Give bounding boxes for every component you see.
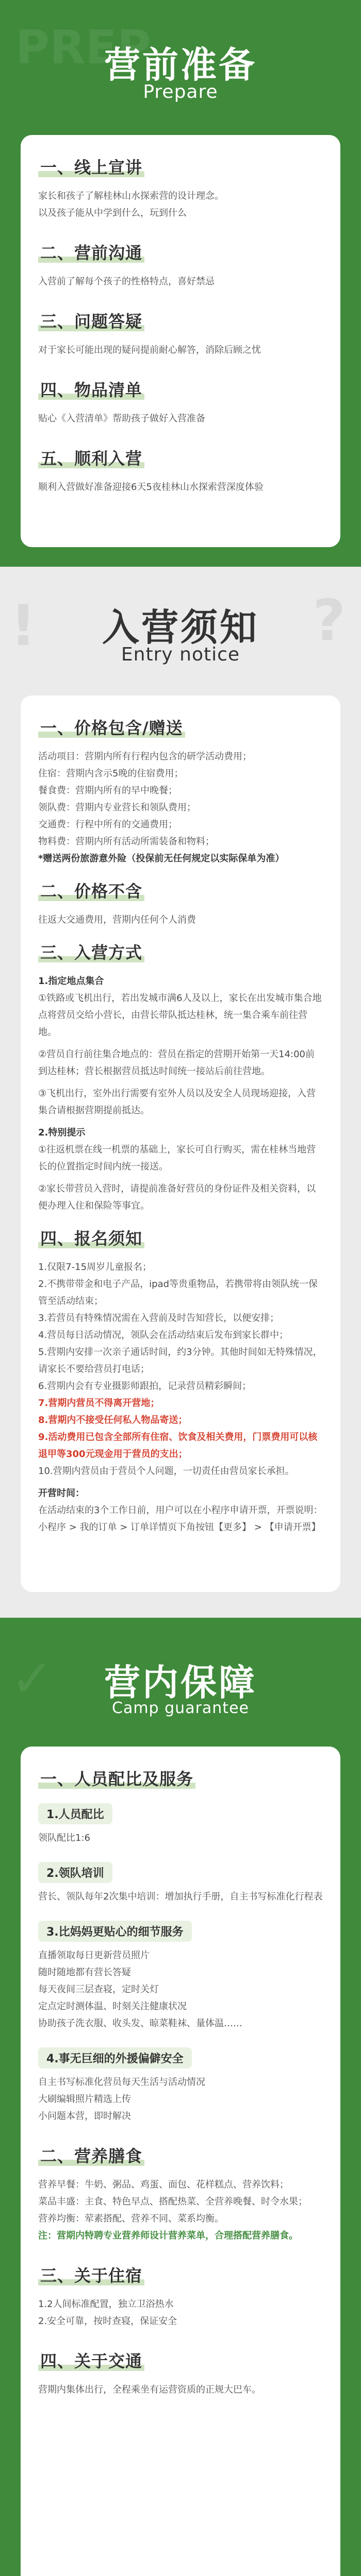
prepare-heading-2: 二、营前沟通	[38, 240, 144, 264]
notice-rule: 2.不携带带金和电子产品，ipad等贵重物品，若携带将由领队统一保管至活动结束；	[38, 1279, 318, 1307]
notice-rule: 10.营期内营员由于营员个人问题，一切责任由营员家长承担。	[38, 1466, 294, 1477]
notice-card	[21, 696, 340, 1592]
guarantee-pill-training: 2.领队培训	[38, 1862, 112, 1883]
notice-line: 领队费：营期内专业营长和领队费用；	[38, 802, 196, 813]
prepare-item-1	[38, 155, 323, 222]
prepare-line: 入营前了解每个孩子的性格特点，喜好禁忌	[38, 276, 215, 287]
prepare-heading-4: 四、物品清单	[38, 377, 144, 401]
prepare-item-4	[38, 377, 323, 427]
guarantee-line: 定点定时测体温、时刻关注健康状况	[38, 2001, 187, 2012]
notice-line-note: *赠送两份旅游意外险（投保前无任何规定以实际保单为准）	[38, 853, 285, 864]
notice-paragraph: ②家长带营员入营时，请提前准备好营员的身份证件及相关资料，以便办理入住和保险等事宜。	[38, 1183, 316, 1211]
notice-line: 住宿：营期内含示5晚的住宿费用；	[38, 768, 184, 779]
notice-paragraph: ①往返机票在线一机票的基础上，家长可自行购买，需在桂林当地营长的位置指定时间内统一接送。	[38, 1144, 316, 1172]
guarantee-heading-3: 三、关于住宿	[38, 2263, 144, 2286]
guarantee-line: 直播领取每日更新营员照片	[38, 1950, 150, 1961]
notice-rule: 3.若营员有特殊情况需在入营前及时告知营长，以便安排；	[38, 1313, 280, 1324]
decorative-watermark: PREP	[15, 21, 151, 75]
prepare-item-2	[38, 240, 323, 290]
notice-line: 交通费：行程中所有的交通费用；	[38, 819, 177, 830]
guarantee-line: 1.2人间标准配置，独立卫浴热水	[38, 2299, 174, 2310]
guarantee-line: 协助孩子洗衣服、收头发、晾菜鞋袜、量体温……	[38, 2018, 242, 2029]
guarantee-pill-support: 4.事无巨细的外援偏僻安全	[38, 2047, 192, 2069]
prepare-heading-1: 一、线上宣讲	[38, 155, 144, 178]
guarantee-line: 菜品丰盛：主食、特色早点、搭配热菜、全营养晚餐、时令水果；	[38, 2196, 307, 2207]
guarantee-line: 领队配比1:6	[38, 1833, 90, 1843]
guarantee-line: 2.安全可靠，按时查寝，保证安全	[38, 2316, 177, 2327]
guarantee-line: 大刷编辑照片精选上传	[38, 2094, 131, 2105]
guarantee-subtitle: Camp guarantee	[112, 1699, 249, 1717]
notice-line: 活动项目：营期内所有行程内包含的研学活动费用；	[38, 751, 252, 762]
notice-rule: 1.仅限7-15周岁儿童报名；	[38, 1262, 152, 1273]
guarantee-line: 每天夜间三层查寝，定时关灯	[38, 1984, 159, 1995]
prepare-title: 营前准备	[104, 44, 257, 86]
notice-paragraph: ②营员自行前往集合地点的：营员在指定的营期开始第一天14:00前到达桂林；营长根据营员抵达时间统一接站后前往营地。	[38, 1049, 315, 1077]
guarantee-band	[0, 1618, 361, 2576]
decorative-watermark: !	[10, 592, 37, 658]
guarantee-heading-2: 二、营养膳食	[38, 2143, 144, 2167]
notice-rule-highlight: 9.活动费用已包含全部所有住宿、饮食及相关费用，门票费用可以核退甲等300元现金用于营员的支出；	[38, 1432, 318, 1460]
guarantee-line: 营长、领队每年2次集中培训：增加执行手册，自主书写标准化行程表	[38, 1891, 323, 1902]
notice-subheading: 1.指定地点集合	[38, 976, 104, 987]
prepare-line: 家长和孩子了解桂林山水探索营的设计理念。	[38, 191, 224, 201]
decorative-watermark: ✓	[10, 1649, 54, 1709]
prepare-item-5	[38, 446, 323, 496]
prepare-line: 对于家长可能出现的疑问提前耐心解答，消除后顾之忧	[38, 345, 261, 355]
prepare-heading-3: 三、问题答疑	[38, 309, 144, 332]
guarantee-line: 随时随地都有营长答疑	[38, 1967, 131, 1978]
prepare-band	[0, 0, 361, 567]
prepare-line: 顺利入营做好准备迎接6天5夜桂林山水探索营深度体验	[38, 482, 264, 493]
guarantee-heading-4: 四、关于交通	[38, 2348, 144, 2372]
guarantee-line: 营养均衡：荤素搭配、营养不同、菜系均衡。	[38, 2213, 224, 2224]
notice-line: 物料费：营期内所有活动所需装备和物料；	[38, 836, 215, 847]
notice-rule: 5.营期内安排一次亲子通话时间，约3分钟。其他时间如无特殊情况，请家长不要给营员打电话；	[38, 1347, 322, 1375]
notice-subtitle: Entry notice	[121, 644, 240, 665]
notice-band	[0, 567, 361, 1618]
notice-rule-highlight: 8.营期内不接受任何私人物品寄送；	[38, 1415, 188, 1426]
guarantee-line: 小问题本营，即时解决	[38, 2111, 131, 2122]
guarantee-line: 自主书写标准化营员每天生活与活动情况	[38, 2077, 205, 2088]
notice-title: 入营须知	[102, 606, 259, 649]
notice-line: 餐食费：营期内所有的早中晚餐；	[38, 785, 177, 796]
notice-signup-head: 开营时间：	[38, 1488, 85, 1499]
notice-rule: 6.营期内会有专业摄影师跟拍，记录营员精彩瞬间；	[38, 1381, 252, 1392]
guarantee-pill-service: 3.比妈妈更贴心的细节服务	[38, 1921, 192, 1942]
guarantee-line: 营养早餐：牛奶、粥品、鸡蛋、面包、花样糕点、营养饮料；	[38, 2179, 289, 2190]
prepare-item-3	[38, 309, 323, 359]
guarantee-card	[21, 1747, 340, 2576]
guarantee-note: 注：营期内特聘专业营养师设计营养菜单，合理搭配营养膳食。	[38, 2230, 298, 2241]
notice-heading-1: 一、价格包含/赠送	[38, 715, 185, 739]
prepare-subtitle: Prepare	[143, 81, 218, 103]
notice-paragraph: ①铁路或飞机出行，若出发城市满6人及以上，家长在出发城市集合地点将营员交给小营长，由营长带队抵达桂林，统一集合乘车前往营地。	[38, 993, 322, 1038]
notice-line: 往返大交通费用，营期内任何个人消费	[38, 914, 196, 925]
prepare-heading-5: 五、顺利入营	[38, 446, 144, 469]
guarantee-pill-ratio: 1.人员配比	[38, 1803, 112, 1824]
notice-heading-3: 三、入营方式	[38, 940, 144, 963]
prepare-card	[21, 135, 340, 547]
notice-heading-2: 二、价格不含	[38, 878, 144, 902]
guarantee-title: 营内保障	[104, 1662, 257, 1704]
prepare-line: 以及孩子能从中学到什么，玩到什么	[38, 208, 187, 218]
guarantee-heading-1: 一、人员配比及服务	[38, 1766, 195, 1790]
notice-heading-4: 四、报名须知	[38, 1226, 144, 1249]
guarantee-line: 营期内集体出行，全程乘坐有运营资质的正规大巴车。	[38, 2384, 261, 2395]
notice-signup-path: 小程序 > 我的订单 > 订单详情页下角按钮【更多】 > 【申请开票】	[38, 1522, 321, 1533]
notice-signup-text: 在活动结束的3个工作日前，用户可以在小程序申请开票，开票说明：	[38, 1505, 323, 1516]
prepare-line: 贴心《入营清单》帮助孩子做好入营准备	[38, 413, 205, 424]
notice-rule-highlight: 7.营期内营员不得离开营地；	[38, 1398, 160, 1409]
notice-paragraph: ③飞机出行，室外出行需要有室外人员以及安全人员现场迎接，入营集合请根据营期提前抵达。	[38, 1088, 316, 1116]
notice-rule: 4.营员每日活动情况，领队会在活动结束后发布到家长群中；	[38, 1330, 289, 1341]
notice-subheading: 2.特别提示	[38, 1127, 86, 1138]
decorative-watermark: ?	[313, 587, 346, 653]
